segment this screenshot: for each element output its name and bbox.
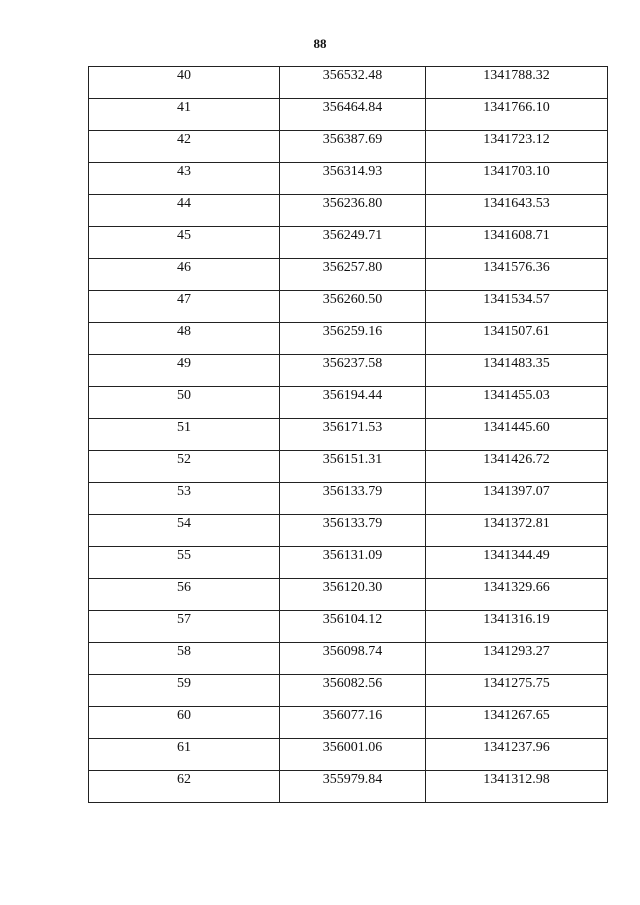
- table-row: [89, 227, 608, 259]
- point-number-cell: 42: [89, 131, 280, 163]
- x-coordinate-cell: 356082.56: [280, 675, 426, 707]
- x-coordinate-cell: 356098.74: [280, 643, 426, 675]
- x-coordinate-cell: 356259.16: [280, 323, 426, 355]
- table-row: [89, 163, 608, 195]
- y-coordinate-cell: 1341608.71: [426, 227, 608, 259]
- table-row: [89, 515, 608, 547]
- x-coordinate-cell: 356464.84: [280, 99, 426, 131]
- x-coordinate-cell: 356387.69: [280, 131, 426, 163]
- x-coordinate-cell: 356077.16: [280, 707, 426, 739]
- table-row: [89, 131, 608, 163]
- x-coordinate-cell: 356151.31: [280, 451, 426, 483]
- x-coordinate-cell: 356104.12: [280, 611, 426, 643]
- point-number-cell: 55: [89, 547, 280, 579]
- x-coordinate-cell: 356133.79: [280, 515, 426, 547]
- table-row: [89, 419, 608, 451]
- x-coordinate-cell: 356260.50: [280, 291, 426, 323]
- point-number-cell: 62: [89, 771, 280, 803]
- y-coordinate-cell: 1341507.61: [426, 323, 608, 355]
- page-number: 88: [313, 36, 327, 51]
- table-row: [89, 259, 608, 291]
- y-coordinate-cell: 1341275.75: [426, 675, 608, 707]
- table-row: [89, 579, 608, 611]
- y-coordinate-cell: 1341426.72: [426, 451, 608, 483]
- x-coordinate-cell: 356237.58: [280, 355, 426, 387]
- table-row: [89, 707, 608, 739]
- point-number-cell: 41: [89, 99, 280, 131]
- y-coordinate-cell: 1341344.49: [426, 547, 608, 579]
- x-coordinate-cell: 356236.80: [280, 195, 426, 227]
- table-row: [89, 291, 608, 323]
- x-coordinate-cell: 356120.30: [280, 579, 426, 611]
- point-number-cell: 47: [89, 291, 280, 323]
- point-number-cell: 44: [89, 195, 280, 227]
- y-coordinate-cell: 1341397.07: [426, 483, 608, 515]
- table-row: [89, 387, 608, 419]
- table-row: [89, 611, 608, 643]
- point-number-cell: 59: [89, 675, 280, 707]
- x-coordinate-cell: 356131.09: [280, 547, 426, 579]
- y-coordinate-cell: 1341267.65: [426, 707, 608, 739]
- table-row: [89, 675, 608, 707]
- y-coordinate-cell: 1341372.81: [426, 515, 608, 547]
- point-number-cell: 54: [89, 515, 280, 547]
- point-number-cell: 48: [89, 323, 280, 355]
- y-coordinate-cell: 1341534.57: [426, 291, 608, 323]
- y-coordinate-cell: 1341483.35: [426, 355, 608, 387]
- y-coordinate-cell: 1341788.32: [426, 67, 608, 99]
- y-coordinate-cell: 1341455.03: [426, 387, 608, 419]
- point-number-cell: 45: [89, 227, 280, 259]
- y-coordinate-cell: 1341703.10: [426, 163, 608, 195]
- point-number-cell: 56: [89, 579, 280, 611]
- point-number-cell: 51: [89, 419, 280, 451]
- table-row: [89, 547, 608, 579]
- table-row: [89, 739, 608, 771]
- y-coordinate-cell: 1341316.19: [426, 611, 608, 643]
- point-number-cell: 46: [89, 259, 280, 291]
- point-number-cell: 40: [89, 67, 280, 99]
- table-row: [89, 323, 608, 355]
- point-number-cell: 61: [89, 739, 280, 771]
- point-number-cell: 57: [89, 611, 280, 643]
- x-coordinate-cell: 356001.06: [280, 739, 426, 771]
- x-coordinate-cell: 356171.53: [280, 419, 426, 451]
- y-coordinate-cell: 1341445.60: [426, 419, 608, 451]
- table-row: [89, 483, 608, 515]
- table-row: [89, 355, 608, 387]
- y-coordinate-cell: 1341643.53: [426, 195, 608, 227]
- point-number-cell: 49: [89, 355, 280, 387]
- table-row: [89, 643, 608, 675]
- x-coordinate-cell: 356314.93: [280, 163, 426, 195]
- table-row: [89, 99, 608, 131]
- point-number-cell: 52: [89, 451, 280, 483]
- coordinates-table: [88, 66, 608, 803]
- table-row: [89, 451, 608, 483]
- table-row: [89, 67, 608, 99]
- y-coordinate-cell: 1341293.27: [426, 643, 608, 675]
- point-number-cell: 43: [89, 163, 280, 195]
- table-row: [89, 771, 608, 803]
- point-number-cell: 58: [89, 643, 280, 675]
- x-coordinate-cell: 356194.44: [280, 387, 426, 419]
- y-coordinate-cell: 1341723.12: [426, 131, 608, 163]
- x-coordinate-cell: 356249.71: [280, 227, 426, 259]
- point-number-cell: 50: [89, 387, 280, 419]
- y-coordinate-cell: 1341237.96: [426, 739, 608, 771]
- x-coordinate-cell: 355979.84: [280, 771, 426, 803]
- x-coordinate-cell: 356133.79: [280, 483, 426, 515]
- coordinates-table-body: [89, 67, 608, 803]
- y-coordinate-cell: 1341329.66: [426, 579, 608, 611]
- point-number-cell: 53: [89, 483, 280, 515]
- point-number-cell: 60: [89, 707, 280, 739]
- y-coordinate-cell: 1341312.98: [426, 771, 608, 803]
- x-coordinate-cell: 356532.48: [280, 67, 426, 99]
- y-coordinate-cell: 1341766.10: [426, 99, 608, 131]
- y-coordinate-cell: 1341576.36: [426, 259, 608, 291]
- table-row: [89, 195, 608, 227]
- x-coordinate-cell: 356257.80: [280, 259, 426, 291]
